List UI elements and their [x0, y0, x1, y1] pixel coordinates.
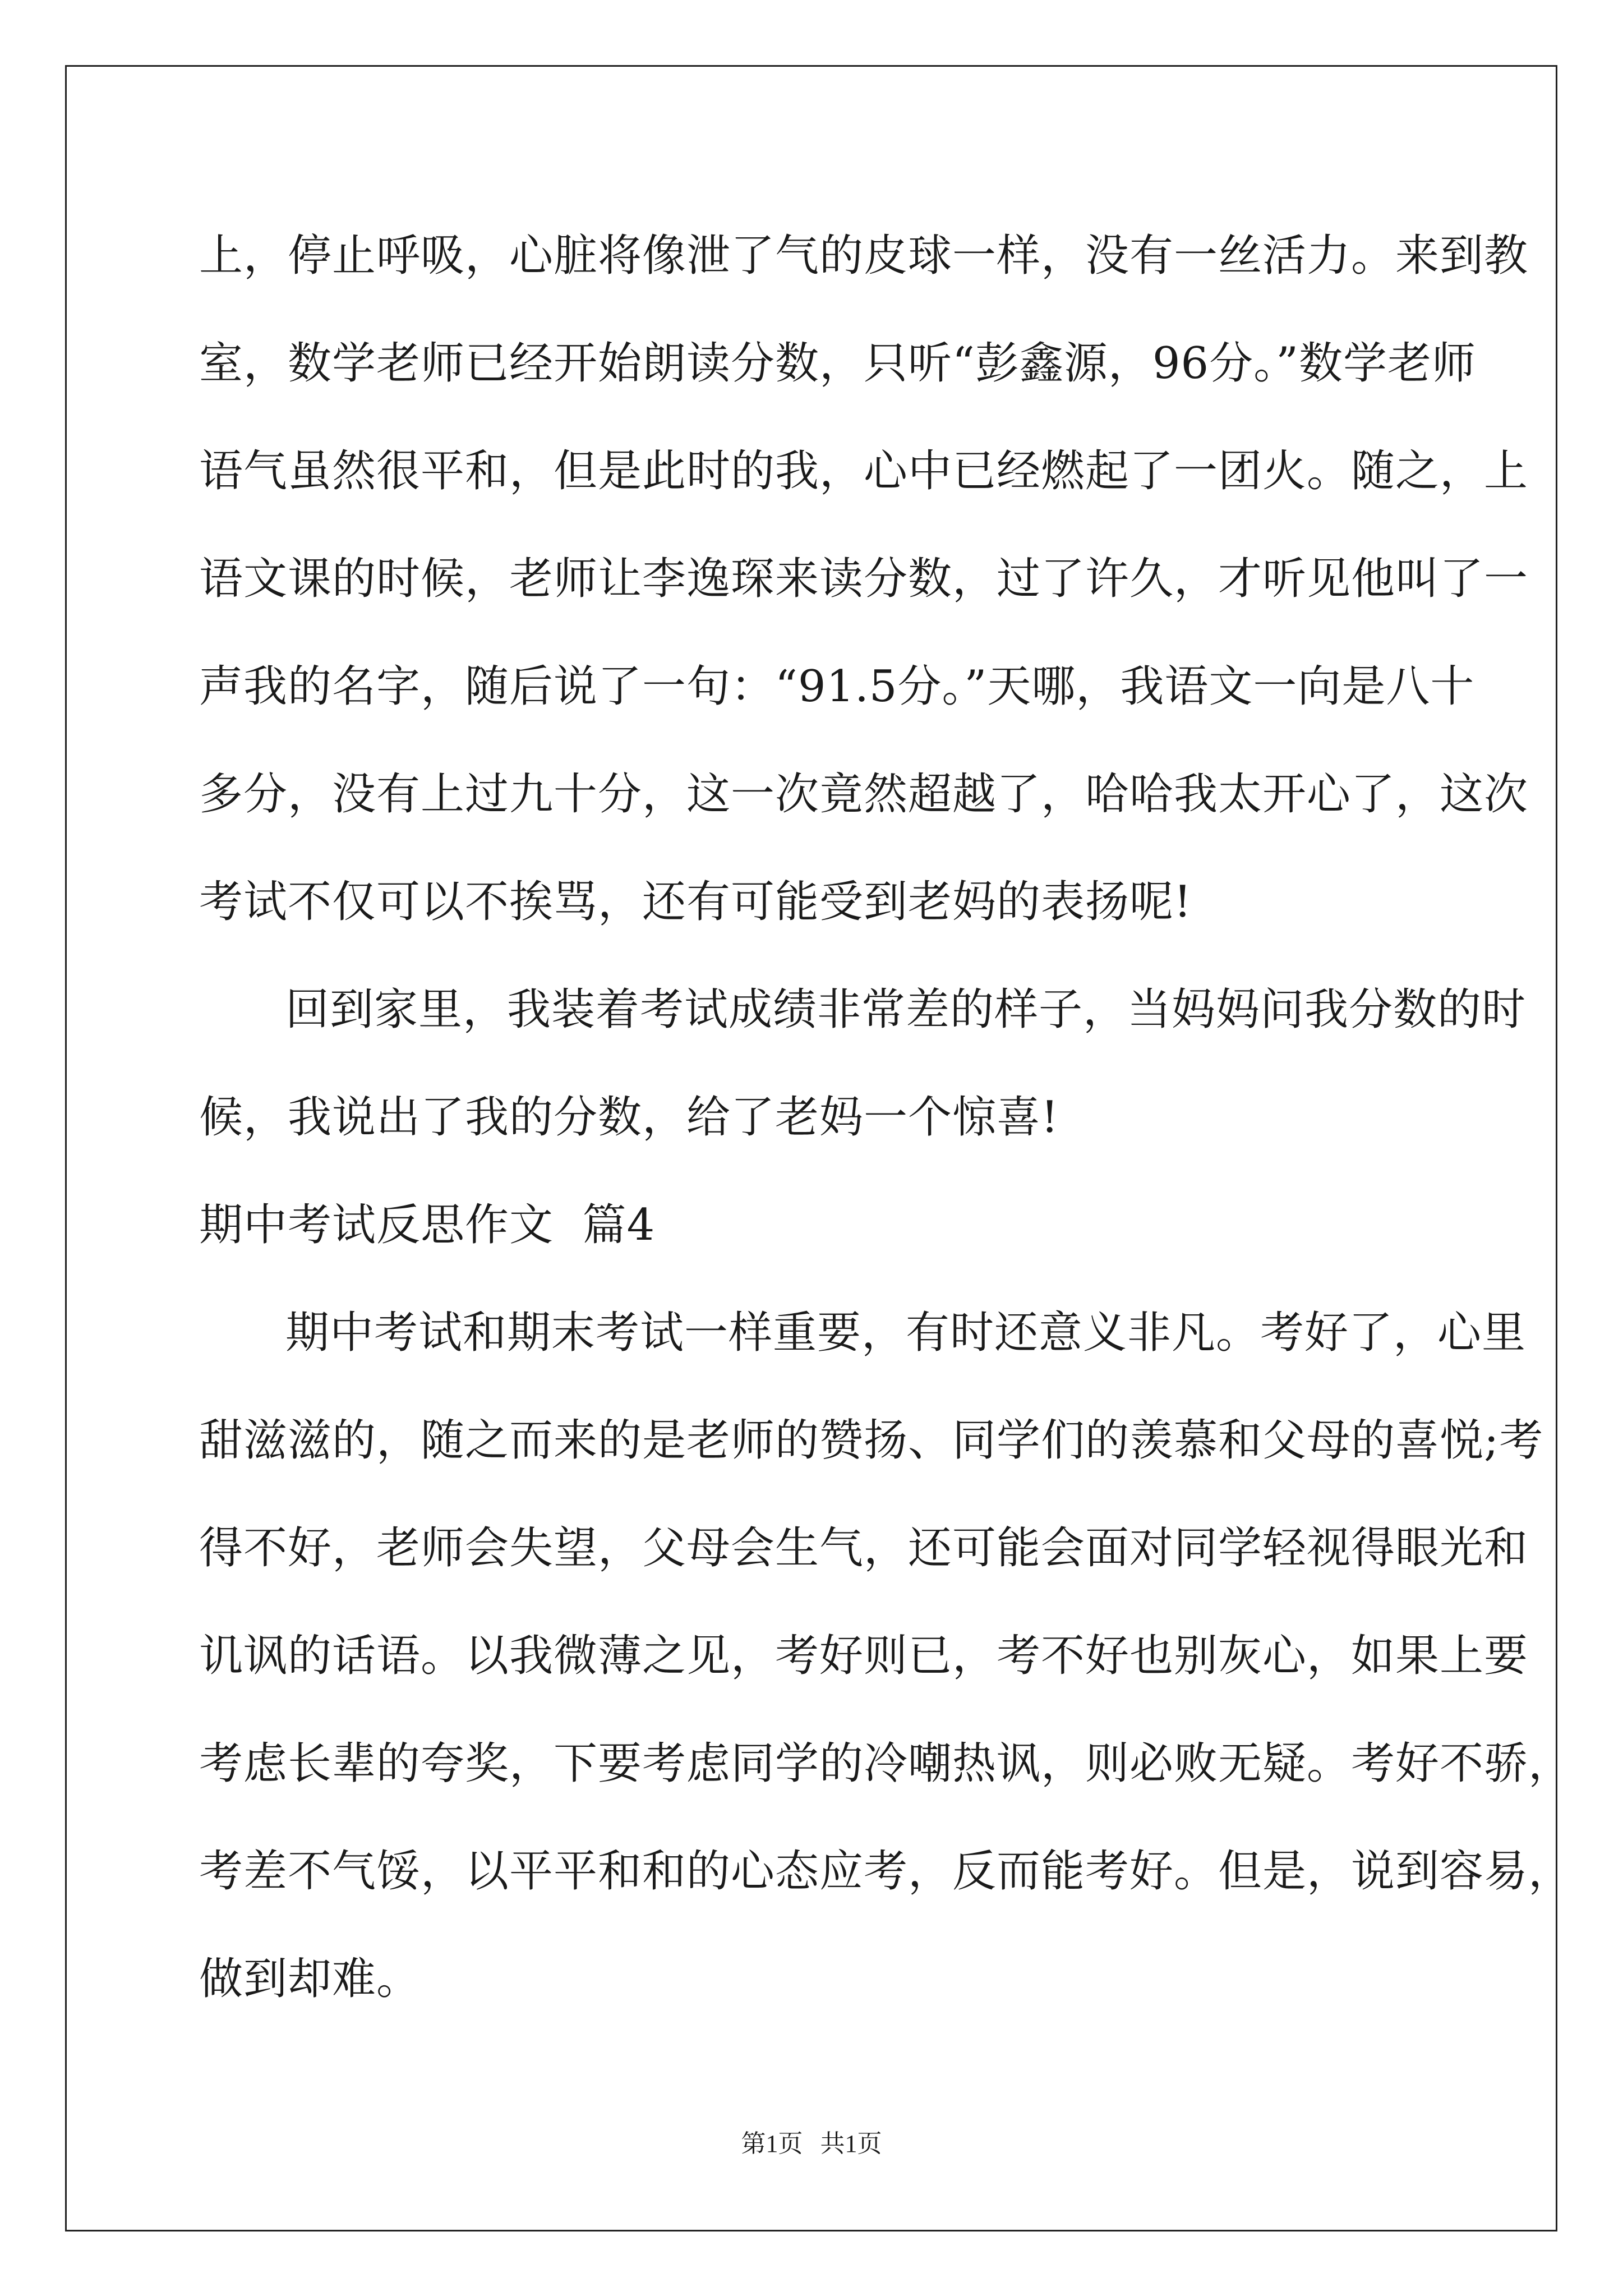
text-line: 甜滋滋的，随之而来的是老师的赞扬、同学们的羡慕和父母的喜悦;考 — [199, 1415, 1544, 1466]
text-line: 回到家里，我装着考试成绩非常差的样子，当妈妈问我分数的时 — [285, 984, 1527, 1035]
text-line: 得不好，老师会失望，父母会生气，还可能会面对同学轻视得眼光和 — [199, 1523, 1529, 1573]
text-line: 语文课的时候，老师让李逸琛来读分数，过了许久，才听见他叫了一 — [199, 554, 1529, 604]
text-line: 上，停止呼吸，心脏将像泄了气的皮球一样，没有一丝活力。来到教 — [199, 231, 1529, 281]
document-body — [199, 202, 1573, 2033]
heading-text: 期中考试反思作文 篇4 — [199, 1200, 656, 1250]
section-heading — [199, 1171, 1436, 1279]
text-line: 候，我说出了我的分数，给了老妈一个惊喜! — [199, 1092, 1059, 1143]
paragraph-continued — [199, 202, 1529, 956]
text-line: 多分，没有上过九十分，这一次竟然超越了，哈哈我太开心了，这次 — [199, 769, 1529, 820]
text-line: 室，数学老师已经开始朗读分数，只听“彭鑫源，96分。”数学老师 — [199, 338, 1477, 389]
text-line: 考试不仅可以不挨骂，还有可能受到老妈的表扬呢! — [199, 877, 1192, 927]
text-line: 做到却难。 — [199, 1954, 421, 2004]
paragraph-home — [199, 956, 1527, 1171]
text-line: 语气虽然很平和，但是此时的我，心中已经燃起了一团火。随之，上 — [199, 446, 1529, 496]
page-number: 第1页 — [741, 2130, 803, 2157]
text-line: 期中考试和期末考试一样重要，有时还意义非凡。考好了，心里 — [285, 1308, 1527, 1358]
page-footer — [0, 2127, 1623, 2161]
text-line: 考差不气馁，以平平和和的心态应考，反而能考好。但是，说到容易， — [199, 1846, 1573, 1897]
text-line: 声我的名字，随后说了一句：“91.5分。”天哪，我语文一向是八十 — [199, 661, 1475, 712]
page-total: 共1页 — [820, 2130, 882, 2157]
text-line: 考虑长辈的夸奖，下要考虑同学的冷嘲热讽，则必败无疑。考好不骄， — [199, 1738, 1573, 1789]
paragraph-essay — [199, 1279, 1573, 2033]
text-line: 讥讽的话语。以我微薄之见，考好则已，考不好也别灰心，如果上要 — [199, 1631, 1529, 1681]
